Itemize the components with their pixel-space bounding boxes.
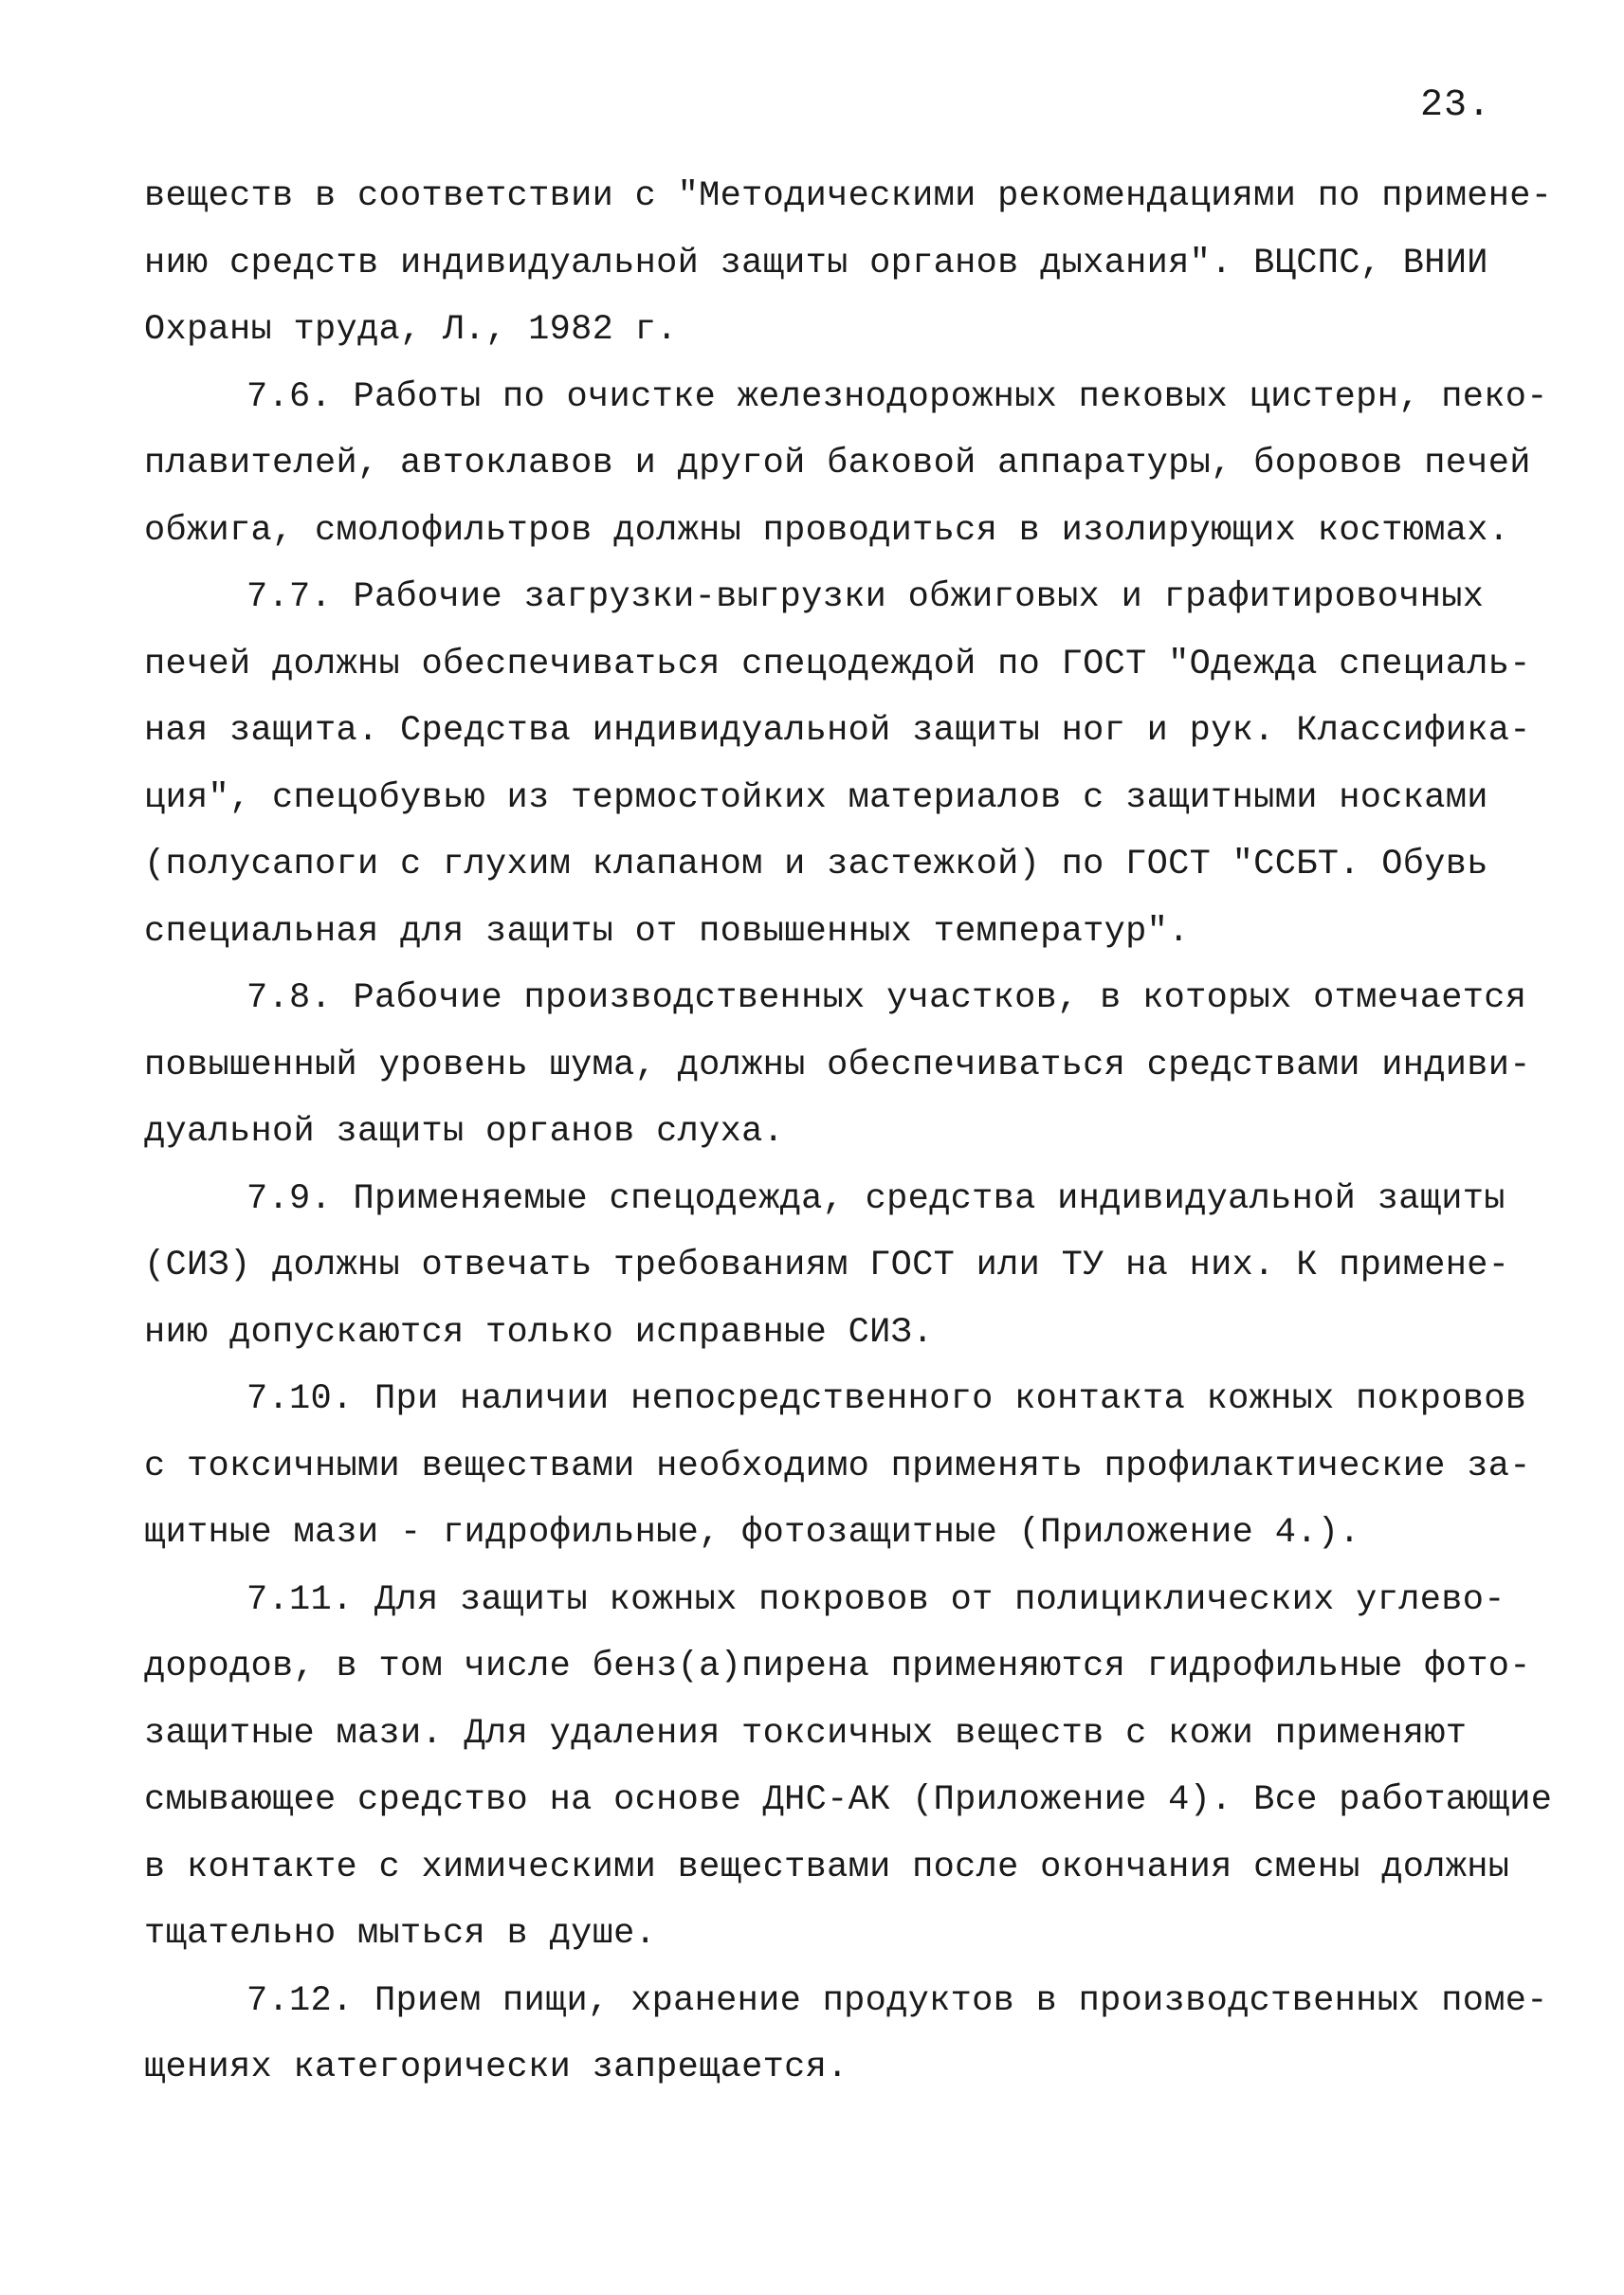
text-line: с токсичными веществами необходимо применять профилактические за- — [144, 1446, 1531, 1486]
text-line: ция", спецобувью из термостойких материалов с защитными носками — [144, 777, 1488, 818]
text-line: смывающее средство на основе ДНС-АК (Приложение 4). Все работающие — [144, 1780, 1553, 1820]
paragraph-7-6 — [144, 364, 1548, 565]
text-line: 7.7. Рабочие загрузки-выгрузки обжиговых и графитировочных — [246, 577, 1485, 617]
text-line: дуальной защиты органов слуха. — [144, 1112, 785, 1152]
paragraph-7-12 — [144, 1968, 1548, 2102]
text-line: веществ в соответствии с "Методическими рекомендациями по примене- — [144, 176, 1553, 216]
text-line: ная защита. Средства индивидуальной защиты ног и рук. Классифика- — [144, 711, 1531, 751]
paragraph-7-11 — [144, 1567, 1553, 1968]
text-line: 7.9. Применяемые спецодежда, средства индивидуальной защиты — [246, 1178, 1505, 1219]
text-line: Охраны труда, Л., 1982 г. — [144, 310, 678, 350]
text-line: щитные мази - гидрофильные, фотозащитные (Приложение 4.). — [144, 1513, 1360, 1553]
text-line: щениях категорически запрещается. — [144, 2048, 848, 2087]
paragraph-7-9 — [144, 1166, 1510, 1367]
text-line: тщательно мыться в душе. — [144, 1914, 657, 1954]
text-line: защитные мази. Для удаления токсичных веществ с кожи применяют — [144, 1713, 1468, 1754]
text-line: (полусапоги с глухим клапаном и застежкой) по ГОСТ "ССБТ. Обувь — [144, 845, 1488, 884]
paragraph-7-10 — [144, 1366, 1531, 1567]
text-line: 7.11. Для защиты кожных покровов от полициклических углево- — [246, 1579, 1505, 1620]
text-line: 7.12. Прием пищи, хранение продуктов в производственных поме- — [246, 1980, 1548, 2021]
text-line: обжига, смолофильтров должны проводиться в изолирующих костюмах. — [144, 510, 1510, 551]
text-line: повышенный уровень шума, должны обеспечиваться средствами индиви- — [144, 1045, 1531, 1085]
text-line: дородов, в том числе бенз(а)пирена применяются гидрофильные фото- — [144, 1647, 1531, 1686]
text-line: специальная для защиты от повышенных температур". — [144, 911, 1190, 952]
paragraph-7-8 — [144, 965, 1531, 1166]
paragraph-continuation — [144, 163, 1553, 364]
text-line: печей должны обеспечиваться спецодеждой по ГОСТ "Одежда специаль- — [144, 644, 1531, 684]
text-line: нию средств индивидуальной защиты органов дыхания". ВЦСПС, ВНИИ — [144, 243, 1488, 283]
paragraph-7-7 — [144, 564, 1531, 965]
text-line: 7.10. При наличии непосредственного контакта кожных покровов — [246, 1379, 1527, 1419]
text-line: 7.8. Рабочие производственных участков, в которых отмечается — [246, 978, 1527, 1018]
text-line: 7.6. Работы по очистке железнодорожных пековых цистерн, пеко- — [246, 376, 1548, 417]
text-line: (СИЗ) должны отвечать требованиям ГОСТ или ТУ на них. К примене- — [144, 1246, 1510, 1285]
page-number: 23. — [1419, 84, 1491, 127]
text-line: плавителей, автоклавов и другой баковой аппаратуры, боровов печей — [144, 444, 1531, 483]
text-line: нию допускаются только исправные СИЗ. — [144, 1312, 934, 1353]
document-body — [144, 163, 1553, 2102]
text-line: в контакте с химическими веществами после окончания смены должны — [144, 1847, 1510, 1887]
